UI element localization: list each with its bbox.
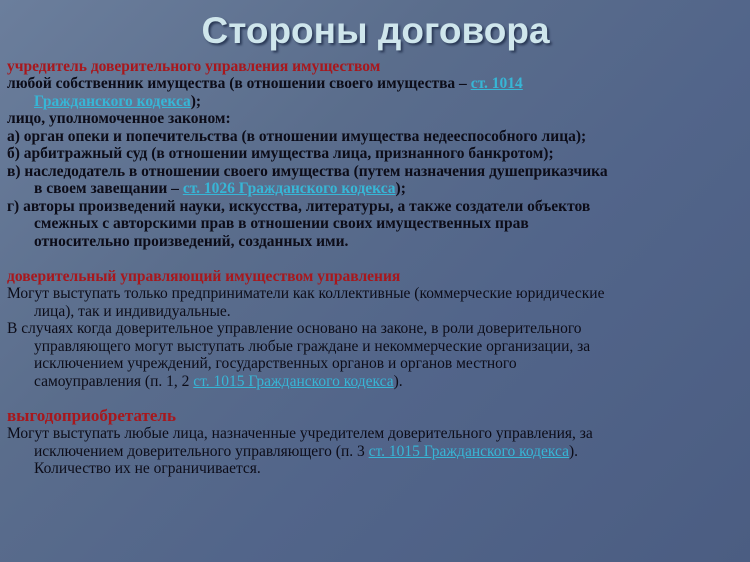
item-a: а) орган опеки и попечительства (в отношении имущества недееспособного лица); (7, 127, 587, 145)
item-b: б) арбитражный суд (в отношении имущества лица, признанного банкротом); (7, 145, 554, 162)
trustee-line-1-cont: лица), так и индивидуальные. (34, 302, 231, 320)
link-civil-code[interactable]: Гражданского кодекса (34, 92, 191, 110)
slide-title: Стороны договора (201, 10, 550, 51)
link-art-1026[interactable]: ст. 1026 Гражданского кодекса (182, 180, 396, 197)
authorized-person-line: лицо, уполномоченное законом: (7, 110, 231, 127)
trustee-line-2-cont-3: самоуправления (п. 1, 2 ст. 1015 Гражданского кодекса). (34, 372, 403, 390)
founder-owner-line-cont: Гражданского кодекса); (34, 92, 202, 110)
link-art-1014[interactable]: ст. 1014 (470, 75, 523, 92)
founder-owner-line: любой собственник имущества (в отношении своего имущества – ст. 1014 (7, 75, 523, 92)
trustee-line-2-cont-2: исключением учреждений, государственных органов и органов местного (34, 355, 517, 372)
beneficiary-line-1-cont: исключением доверительного управляющего (п. 3 ст. 1015 Гражданского кодекса). (34, 442, 579, 460)
section-header-trustee: доверительный управляющий имуществом управления (7, 268, 401, 285)
link-art-1015-b[interactable]: ст. 1015 Гражданского кодекса (368, 442, 569, 460)
trustee-line-2: В случаях когда доверительное управление основано на законе, в роли доверительного (7, 320, 582, 337)
item-v-cont: в своем завещании – ст. 1026 Гражданского кодекса); (34, 180, 406, 197)
link-art-1015-a[interactable]: ст. 1015 Гражданского кодекса (193, 372, 394, 390)
beneficiary-line-1: Могут выступать любые лица, назначенные учредителем доверительного управления, за (7, 425, 593, 442)
section-header-founder: учредитель доверительного управления имуществом (7, 58, 381, 75)
item-g-cont-1: смежных с авторскими прав в отношении своих имущественных прав (34, 215, 529, 232)
item-v: в) наследодатель в отношении своего имущества (путем назначения душеприказчика (7, 162, 608, 180)
item-g: г) авторы произведений науки, искусства, литературы, а также создатели объектов (7, 197, 591, 215)
beneficiary-line-2: Количество их не ограничивается. (34, 460, 261, 477)
section-header-beneficiary: выгодоприобретатель (7, 406, 176, 425)
item-g-cont-2: относительно произведений, созданных ими. (34, 232, 349, 250)
trustee-line-1: Могут выступать только предприниматели как коллективные (коммерческие юридические (7, 285, 605, 302)
trustee-line-2-cont-1: управляющего могут выступать любые граждане и некоммерческие организации, за (34, 337, 591, 355)
